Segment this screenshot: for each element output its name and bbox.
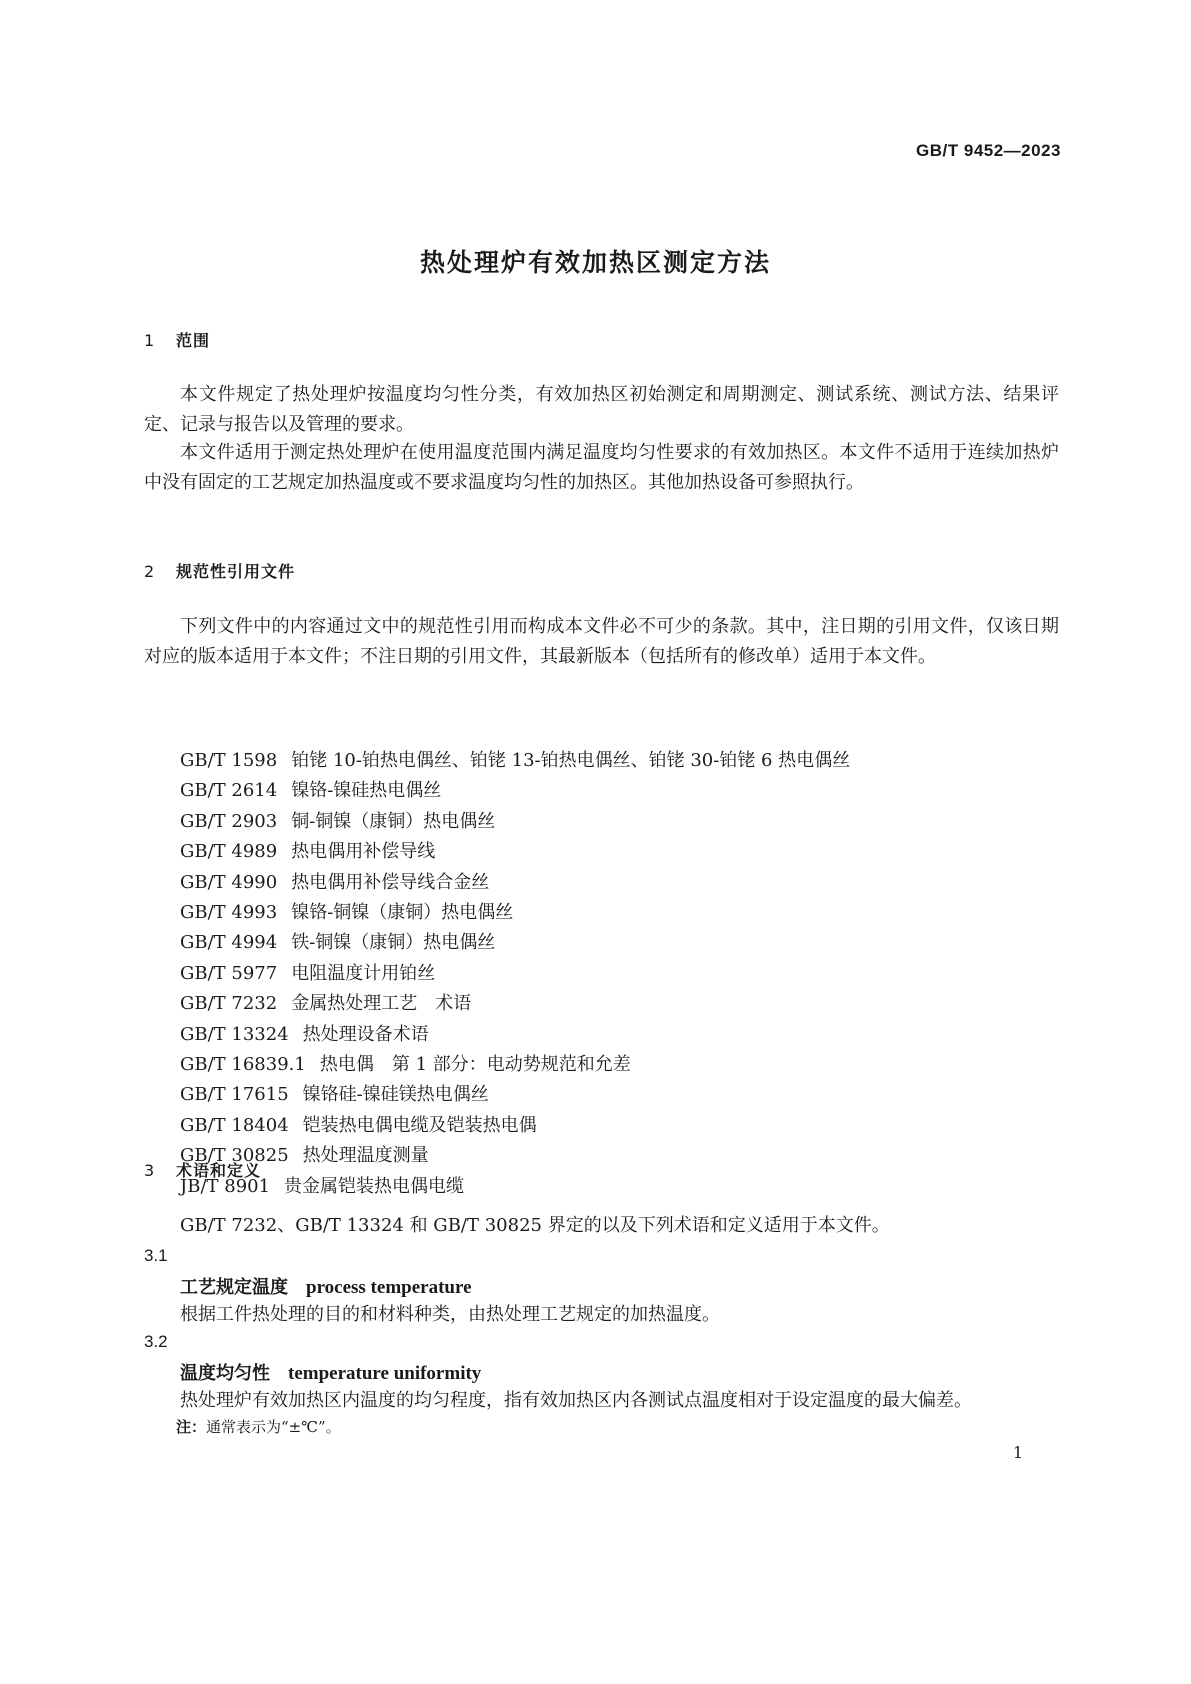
reference-code: GB/T 7232 [180,993,278,1015]
term-number: 3.1 [144,1246,168,1265]
section-title: 规范性引用文件 [176,562,296,581]
reference-title: 电阻温度计用铂丝 [291,962,436,984]
reference-title: 镍铬-镍硅热电偶丝 [291,780,442,802]
reference-list [180,746,850,1202]
reference-title: 热电偶用补偿导线 [291,841,436,863]
reference-item [180,807,850,837]
reference-item [180,1111,850,1141]
term-definition: 根据工件热处理的目的和材料种类，由热处理工艺规定的加热温度。 [180,1304,720,1325]
reference-code: GB/T 2614 [180,780,278,802]
reference-title: 贵金属铠装热电偶电缆 [284,1175,465,1197]
reference-title: 镍铬-铜镍（康铜）热电偶丝 [291,902,514,924]
section-3-heading [144,1158,261,1181]
scope-paragraph-1: 本文件规定了热处理炉按温度均匀性分类，有效加热区初始测定和周期测定、测试系统、测试方法、结果评定、记录与报告以及管理的要求。 [144,384,1059,435]
reference-code: GB/T 4989 [180,841,278,863]
section-number: 2 [144,562,156,581]
term-name-en: process temperature [306,1277,472,1298]
reference-title: 热处理设备术语 [302,1023,429,1045]
note-text: 通常表示为“±℃”。 [206,1418,341,1436]
term-name [180,1359,481,1385]
reference-item [180,959,850,989]
scope-paragraph-2: 本文件适用于测定热处理炉在使用温度范围内满足温度均匀性要求的有效加热区。本文件不适用于连续加热炉中没有固定的工艺规定加热温度或不要求温度均匀性的加热区。其他加热设备可参照执行。 [144,442,1059,493]
term-name-zh: 温度均匀性 [180,1363,270,1384]
reference-code: GB/T 4993 [180,902,278,924]
reference-item [180,898,850,928]
note-label: 注： [176,1418,207,1436]
reference-item [180,746,850,776]
reference-title: 热电偶用补偿导线合金丝 [291,871,490,893]
section-number: 1 [144,331,156,350]
reference-title: 铁-铜镍（康铜）热电偶丝 [291,932,496,954]
term-number: 3.2 [144,1332,168,1351]
terms-intro: GB/T 7232、GB/T 13324 和 GB/T 30825 界定的以及下列术语和定义适用于本文件。 [180,1215,890,1236]
reference-title: 镍铬硅-镍硅镁热电偶丝 [302,1084,489,1106]
term-name-zh: 工艺规定温度 [180,1277,288,1298]
term-name-en: temperature uniformity [288,1363,482,1384]
reference-code: GB/T 18404 [180,1114,289,1136]
reference-item [180,1080,850,1110]
reference-title: 热电偶 第 1 部分：电动势规范和允差 [319,1054,631,1076]
reference-item [180,1050,850,1080]
reference-code: GB/T 17615 [180,1084,289,1106]
standard-number: GB/T 9452—2023 [916,141,1061,160]
reference-item [180,837,850,867]
reference-code: GB/T 2903 [180,810,278,832]
reference-code: GB/T 30825 [180,1145,289,1167]
references-intro: 下列文件中的内容通过文中的规范性引用而构成本文件必不可少的条款。其中，注日期的引用文件，仅该日期对应的版本适用于本文件；不注日期的引用文件，其最新版本（包括所有的修改单）适用于本文件。 [144,616,1059,667]
section-2-heading [144,559,295,582]
reference-code: GB/T 16839.1 [180,1054,306,1076]
section-title: 范围 [176,331,211,350]
section-number: 3 [144,1161,156,1180]
reference-code: GB/T 5977 [180,962,278,984]
reference-code: GB/T 1598 [180,750,278,771]
reference-title: 铜-铜镍（康铜）热电偶丝 [291,810,496,832]
reference-title: 热处理温度测量 [302,1145,429,1167]
term-definition: 热处理炉有效加热区内温度的均匀程度，指有效加热区内各测试点温度相对于设定温度的最大偏差。 [180,1390,972,1411]
reference-item [180,776,850,806]
reference-item [180,989,850,1019]
reference-title: 铠装热电偶电缆及铠装热电偶 [302,1114,537,1136]
document-title: 热处理炉有效加热区测定方法 [419,248,771,277]
reference-item [180,1141,850,1171]
term-name [180,1273,472,1299]
section-1-heading [144,328,210,351]
section-title: 术语和定义 [176,1161,262,1180]
reference-item [180,928,850,958]
reference-item [180,1172,850,1202]
reference-code: GB/T 13324 [180,1023,289,1045]
reference-item [180,868,850,898]
reference-title: 铂铑 10-铂热电偶丝、铂铑 13-铂热电偶丝、铂铑 30-铂铑 6 热电偶丝 [291,750,851,771]
reference-code: GB/T 4994 [180,932,278,954]
reference-title: 金属热处理工艺 术语 [291,993,472,1015]
page-number: 1 [1012,1443,1023,1462]
term-note [176,1416,341,1437]
reference-code: JB/T 8901 [180,1175,271,1197]
reference-code: GB/T 4990 [180,871,278,893]
reference-item [180,1020,850,1050]
